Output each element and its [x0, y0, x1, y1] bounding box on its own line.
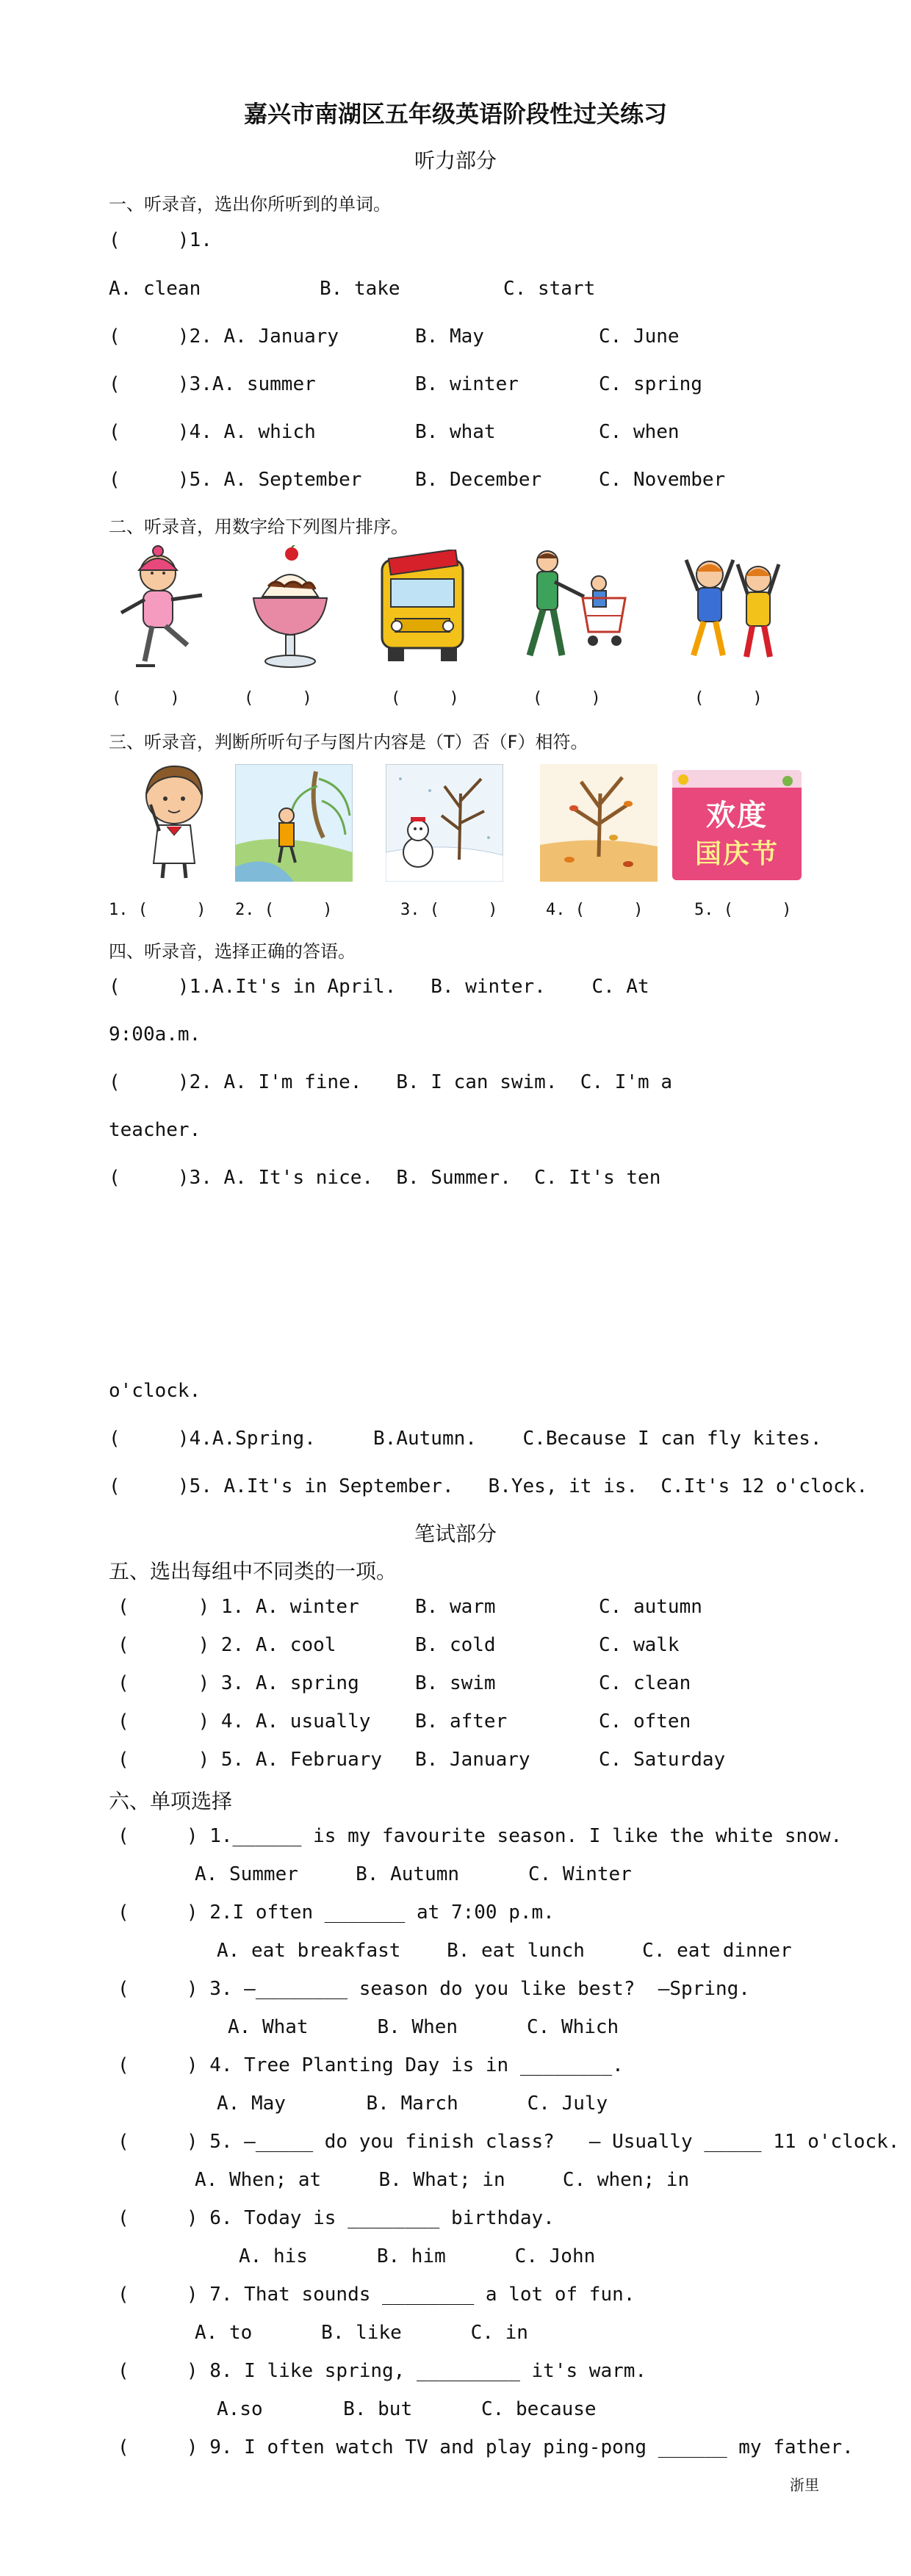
festival-text-line2: 国庆节	[694, 839, 779, 869]
written-part-heading: 笔试部分	[414, 1522, 497, 1546]
sec4-q5: ( )5. A.It's in September. B.Yes, it is. C.It's 12 o'clock.	[109, 1475, 868, 1497]
sec3-answer-3[interactable]: 3. ( )	[400, 901, 498, 919]
festival-text-line1: 欢度	[706, 799, 768, 832]
sec4-q2-continued: teacher.	[109, 1119, 201, 1141]
spring-walk-picture	[235, 764, 353, 882]
sec1-q1-option-b: B. take	[320, 278, 400, 300]
sec4-q3-continued: o'clock.	[109, 1380, 201, 1402]
sec2-answer-1[interactable]: ( )	[112, 689, 180, 708]
man-pushing-cart-picture	[511, 545, 635, 674]
sec6-q5-options: A. When; at B. What; in C. when; in	[195, 2169, 690, 2191]
sec1-q3-option-c: C. spring	[599, 373, 702, 395]
sec5-q1-option-b: B. warm	[415, 1596, 496, 1618]
sec1-q5: ( )5. A. September	[109, 469, 362, 491]
sec3-answer-2[interactable]: 2. ( )	[235, 901, 333, 919]
sec2-answer-3[interactable]: ( )	[391, 689, 459, 708]
sec4-q1-continued: 9:00a.m.	[109, 1023, 201, 1046]
winter-snowman-picture	[386, 764, 503, 882]
sec6-q3-options: A. What B. When C. Which	[228, 2016, 619, 2038]
sec1-q5-option-c: C. November	[599, 469, 726, 491]
sec6-q2: ( ) 2.I often _______ at 7:00 p.m.	[118, 1902, 555, 1924]
sec6-q1-options: A. Summer B. Autumn C. Winter	[195, 1863, 632, 1885]
sec5-q1: ( ) 1. A. winter	[118, 1596, 359, 1618]
sec5-q3-option-c: C. clean	[599, 1672, 691, 1694]
sec1-q2-option-c: C. June	[599, 325, 680, 348]
sec5-q2-option-c: C. walk	[599, 1634, 680, 1656]
sec4-q3: ( )3. A. It's nice. B. Summer. C. It's ten	[109, 1167, 661, 1189]
autumn-tree-picture	[540, 764, 658, 882]
kids-exercising-picture	[676, 545, 793, 674]
sec6-q6: ( ) 6. Today is ________ birthday.	[118, 2207, 555, 2229]
sec4-q4: ( )4.A.Spring. B.Autumn. C.Because I can fly kites.	[109, 1428, 822, 1450]
section-2-heading: 二、听录音，用数字给下列图片排序。	[109, 517, 408, 537]
national-day-banner-picture	[672, 770, 802, 880]
sec5-q2-option-b: B. cold	[415, 1634, 496, 1656]
sec5-q5-option-b: B. January	[415, 1749, 530, 1771]
ice-cream-sundae-picture	[246, 545, 334, 674]
sec6-q4: ( ) 4. Tree Planting Day is in ________.	[118, 2054, 624, 2076]
sec1-q4: ( )4. A. which	[109, 421, 316, 443]
footer-mark: 浙里	[790, 2476, 819, 2494]
sec1-q1-option-c: C. start	[503, 278, 596, 300]
sec6-q9: ( ) 9. I often watch TV and play ping-pong ______ my father.	[118, 2436, 854, 2458]
sec6-q6-options: A. his B. him C. John	[239, 2245, 596, 2267]
sec6-q2-options: A. eat breakfast B. eat lunch C. eat dinner	[217, 1940, 792, 1962]
sec6-q7-options: A. to B. like C. in	[195, 2322, 528, 2344]
sec5-q4-option-b: B. after	[415, 1710, 508, 1733]
section-6-heading: 六、单项选择	[109, 1789, 233, 1813]
sec1-q2: ( )2. A. January	[109, 325, 339, 348]
sec1-q4-option-c: C. when	[599, 421, 680, 443]
sec2-answer-5[interactable]: ( )	[694, 689, 763, 708]
sec6-q3: ( ) 3. —________ season do you like best? —Spring.	[118, 1978, 750, 2000]
sec3-answer-1[interactable]: 1. ( )	[109, 901, 206, 919]
sec5-q3: ( ) 3. A. spring	[118, 1672, 359, 1694]
sec1-q3-option-b: B. winter	[415, 373, 519, 395]
section-1-heading: 一、听录音，选出你所听到的单词。	[109, 194, 391, 215]
sec3-answer-5[interactable]: 5. ( )	[694, 901, 792, 919]
sec6-q8: ( ) 8. I like spring, _________ it's warm.	[118, 2360, 647, 2382]
listening-part-heading: 听力部分	[414, 148, 497, 173]
school-bus-picture	[375, 550, 470, 667]
sec1-q1-option-a: A. clean	[109, 278, 201, 300]
sec5-q4-option-c: C. often	[599, 1710, 691, 1733]
sec6-q8-options: A.so B. but C. because	[217, 2398, 597, 2420]
sec6-q5: ( ) 5. —_____ do you finish class? — Usually _____ 11 o'clock.	[118, 2131, 900, 2153]
sec1-q1-number: ( )1.	[109, 229, 212, 251]
girl-thinking-picture	[129, 760, 217, 882]
sec6-q1: ( ) 1.______ is my favourite season. I like the white snow.	[118, 1825, 843, 1847]
sec5-q4: ( ) 4. A. usually	[118, 1710, 371, 1733]
section-5-heading: 五、选出每组中不同类的一项。	[109, 1559, 397, 1583]
sec1-q5-option-b: B. December	[415, 469, 542, 491]
skating-girl-picture	[114, 544, 209, 676]
sec4-q2: ( )2. A. I'm fine. B. I can swim. C. I'm a	[109, 1071, 673, 1093]
sec5-q1-option-c: C. autumn	[599, 1596, 702, 1618]
sec3-answer-4[interactable]: 4. ( )	[546, 901, 644, 919]
sec5-q2: ( ) 2. A. cool	[118, 1634, 336, 1656]
sec1-q3: ( )3.A. summer	[109, 373, 316, 395]
section-4-heading: 四、听录音，选择正确的答语。	[109, 941, 356, 962]
section-3-heading: 三、听录音，判断所听句子与图片内容是（T）否（F）相符。	[109, 732, 588, 752]
sec1-q4-option-b: B. what	[415, 421, 496, 443]
page-title: 嘉兴市南湖区五年级英语阶段性过关练习	[243, 100, 667, 128]
sec5-q5-option-c: C. Saturday	[599, 1749, 726, 1771]
sec2-answer-2[interactable]: ( )	[244, 689, 312, 708]
sec5-q5: ( ) 5. A. February	[118, 1749, 383, 1771]
sec5-q3-option-b: B. swim	[415, 1672, 496, 1694]
sec1-q2-option-b: B. May	[415, 325, 484, 348]
sec4-q1: ( )1.A.It's in April. B. winter. C. At	[109, 976, 649, 998]
sec2-answer-4[interactable]: ( )	[533, 689, 601, 708]
sec6-q7: ( ) 7. That sounds ________ a lot of fun.	[118, 2284, 635, 2306]
sec6-q4-options: A. May B. March C. July	[217, 2093, 608, 2115]
